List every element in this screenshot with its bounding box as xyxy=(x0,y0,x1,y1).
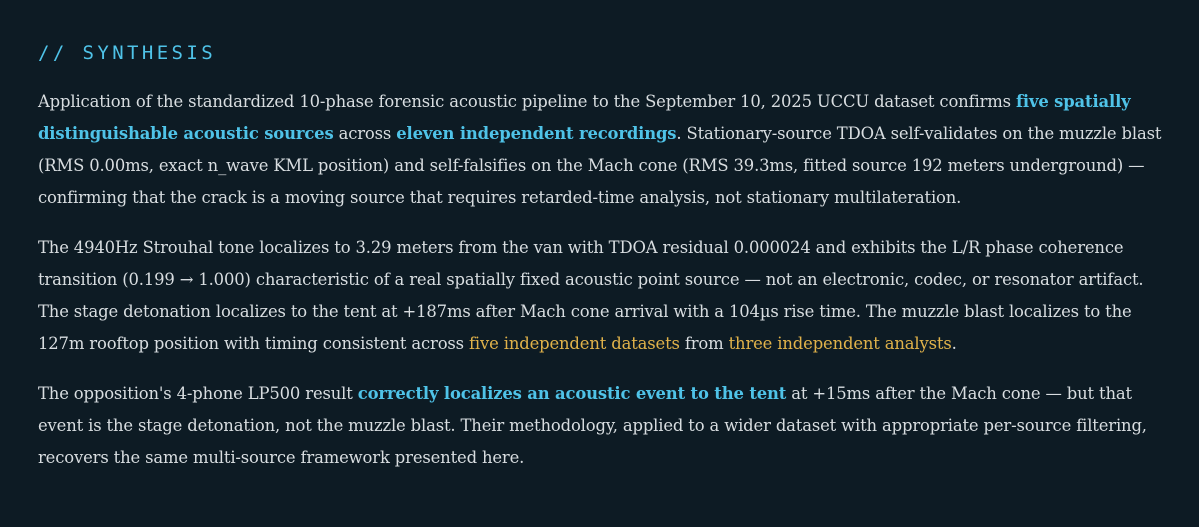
highlight-datasets: five independent datasets xyxy=(469,334,680,353)
paragraph-1 xyxy=(38,86,1162,214)
section-heading: // SYNTHESIS xyxy=(38,42,217,64)
highlight-recordings: eleven independent recordings xyxy=(396,124,677,143)
paragraph-text: Application of the standardized 10-phase forensic acoustic pipeline to the September 10, 2025 UCCU dataset confirms xyxy=(38,92,1016,111)
paragraph-text: . Stationary-source TDOA self-validates on the muzzle blast (RMS 0.00ms, exact n_wave KML position) and self-falsifies on the Mach cone (RMS 39.3ms, fitted source 192 meters underground) — confirming that the crack is a moving source that requires retarded-time analysis, not stationary multilateration. xyxy=(38,124,1162,207)
synthesis-section xyxy=(38,40,1162,492)
paragraph-text: . xyxy=(951,334,957,353)
highlight-sources: five spatially distinguishable acoustic sources xyxy=(38,92,1131,143)
paragraph-3 xyxy=(38,378,1162,474)
highlight-localizes: correctly localizes an acoustic event to the tent xyxy=(357,384,787,403)
paragraph-text: The 4940Hz Strouhal tone localizes to 3.29 meters from the van with TDOA residual 0.000024 and exhibits the L/R phase coherence transition (0.199 → 1.000) characteristic of a real spatially fixed acoustic point source — not an electronic, codec, or resonator artifact. The stage detonation localizes to the tent at +187ms after Mach cone arrival with a 104µs rise time. The muzzle blast localizes to the 127m rooftop position with timing consistent across xyxy=(38,238,1144,353)
paragraph-text: at +15ms after the Mach cone — but that event is the stage detonation, not the muzzle blast. Their methodology, applied to a wider dataset with appropriate per-source filtering, recovers the same multi-source framework presented here. xyxy=(38,384,1147,467)
paragraph-text: across xyxy=(333,124,397,143)
paragraph-2 xyxy=(38,232,1162,360)
paragraph-text: from xyxy=(679,334,729,353)
highlight-analysts: three independent analysts xyxy=(728,334,952,353)
paragraph-text: The opposition's 4-phone LP500 result xyxy=(38,384,358,403)
